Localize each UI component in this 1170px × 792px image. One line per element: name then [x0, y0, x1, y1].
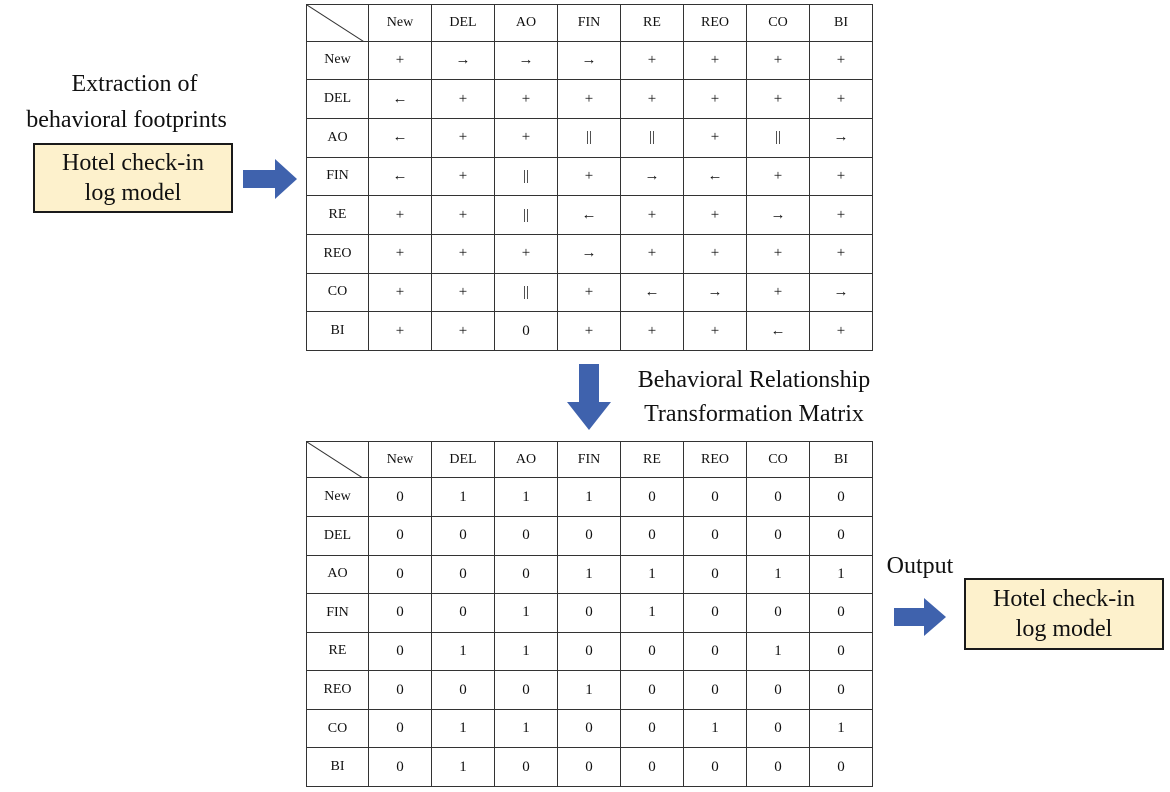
binary-cell: 1: [495, 594, 558, 633]
footprint-cell: +: [810, 157, 873, 196]
binary-row: [307, 516, 873, 555]
binary-column-header: AO: [495, 442, 558, 478]
binary-corner-cell: [307, 442, 369, 478]
footprint-cell: +: [747, 234, 810, 273]
binary-cell: 0: [747, 516, 810, 555]
binary-cell: 0: [621, 671, 684, 710]
footprint-row-header: CO: [307, 273, 369, 312]
footprint-cell: ←: [621, 273, 684, 312]
footprint-cell: →: [747, 196, 810, 235]
binary-cell: 0: [810, 594, 873, 633]
binary-row-header: BI: [307, 748, 369, 787]
binary-cell: 0: [432, 671, 495, 710]
footprint-cell: +: [684, 312, 747, 351]
footprint-cell: ←: [369, 80, 432, 119]
footprint-cell: +: [810, 234, 873, 273]
binary-cell: 0: [810, 748, 873, 787]
footprint-cell: +: [369, 312, 432, 351]
binary-cell: 0: [621, 709, 684, 748]
binary-cell: 0: [684, 555, 747, 594]
binary-cell: 0: [495, 516, 558, 555]
footprint-cell: →: [621, 157, 684, 196]
binary-cell: 0: [810, 671, 873, 710]
binary-column-header: DEL: [432, 442, 495, 478]
footprint-cell: ||: [747, 118, 810, 157]
arrow-shape: [567, 364, 611, 430]
footprint-cell: +: [369, 234, 432, 273]
footprint-cell: +: [684, 80, 747, 119]
binary-row: [307, 709, 873, 748]
footprint-cell: 0: [495, 312, 558, 351]
footprint-row: [307, 273, 873, 312]
footprint-cell: +: [432, 196, 495, 235]
binary-cell: 0: [558, 594, 621, 633]
binary-cell: 0: [432, 516, 495, 555]
footprint-cell: +: [621, 196, 684, 235]
binary-cell: 0: [495, 748, 558, 787]
footprint-cell: ←: [684, 157, 747, 196]
diagonal-line: [307, 442, 369, 478]
footprint-cell: +: [369, 196, 432, 235]
binary-cell: 0: [369, 555, 432, 594]
footprint-cell: ←: [369, 157, 432, 196]
footprint-cell: +: [684, 41, 747, 80]
footprint-row-header: BI: [307, 312, 369, 351]
footprint-cell: +: [558, 273, 621, 312]
footprint-cell: +: [558, 157, 621, 196]
binary-column-header: CO: [747, 442, 810, 478]
right-arrow-icon: [243, 159, 298, 199]
binary-cell: 0: [558, 632, 621, 671]
footprint-row-header: New: [307, 41, 369, 80]
binary-row-header: New: [307, 478, 369, 517]
binary-column-header: FIN: [558, 442, 621, 478]
footprint-row: [307, 80, 873, 119]
footprint-column-header: BI: [810, 5, 873, 42]
binary-cell: 0: [684, 478, 747, 517]
binary-cell: 1: [684, 709, 747, 748]
footprint-row: [307, 196, 873, 235]
binary-column-header: BI: [810, 442, 873, 478]
footprint-row-header: DEL: [307, 80, 369, 119]
footprint-row: [307, 312, 873, 351]
footprint-column-header: REO: [684, 5, 747, 42]
binary-row-header: CO: [307, 709, 369, 748]
binary-column-header: REO: [684, 442, 747, 478]
footprint-cell: +: [747, 41, 810, 80]
footprint-row: [307, 234, 873, 273]
footprint-cell: ←: [747, 312, 810, 351]
binary-row: [307, 478, 873, 517]
binary-cell: 0: [747, 671, 810, 710]
footprint-cell: +: [621, 41, 684, 80]
footprint-column-header: CO: [747, 5, 810, 42]
footprint-cell: →: [558, 234, 621, 273]
footprint-cell: +: [495, 118, 558, 157]
footprint-cell: ←: [369, 118, 432, 157]
binary-row-header: DEL: [307, 516, 369, 555]
footprint-cell: +: [810, 41, 873, 80]
binary-cell: 0: [621, 748, 684, 787]
binary-cell: 1: [558, 478, 621, 517]
footprint-cell: +: [369, 273, 432, 312]
binary-header-row: [307, 442, 873, 478]
diagonal-line: [307, 5, 369, 41]
binary-cell: 0: [432, 555, 495, 594]
binary-cell: 0: [432, 594, 495, 633]
binary-cell: 0: [684, 748, 747, 787]
binary-row: [307, 632, 873, 671]
footprint-cell: ||: [495, 273, 558, 312]
footprint-row: [307, 41, 873, 80]
footprint-cell: +: [684, 196, 747, 235]
footprint-cell: →: [810, 118, 873, 157]
footprint-cell: +: [495, 234, 558, 273]
footprint-cell: +: [747, 273, 810, 312]
footprint-cell: +: [432, 118, 495, 157]
binary-cell: 1: [558, 555, 621, 594]
binary-cell: 0: [558, 709, 621, 748]
footprint-cell: →: [495, 41, 558, 80]
footprint-column-header: DEL: [432, 5, 495, 42]
footprint-cell: +: [432, 80, 495, 119]
down-arrow-icon: [567, 364, 611, 430]
footprint-cell: +: [747, 80, 810, 119]
footprint-row: [307, 118, 873, 157]
binary-cell: 0: [684, 516, 747, 555]
arrow-shape: [243, 159, 297, 199]
binary-cell: 0: [369, 478, 432, 517]
input-box-line2: log model: [84, 180, 182, 206]
footprint-row-header: REO: [307, 234, 369, 273]
footprint-cell: +: [558, 80, 621, 119]
binary-cell: 0: [558, 516, 621, 555]
binary-cell: 1: [495, 709, 558, 748]
binary-column-header: RE: [621, 442, 684, 478]
binary-cell: 0: [621, 478, 684, 517]
footprint-column-header: New: [369, 5, 432, 42]
binary-cell: 0: [369, 748, 432, 787]
binary-row-header: FIN: [307, 594, 369, 633]
binary-cell: 1: [558, 671, 621, 710]
footprint-cell: +: [810, 312, 873, 351]
footprint-cell: ||: [495, 196, 558, 235]
footprint-cell: ||: [558, 118, 621, 157]
binary-cell: 1: [621, 555, 684, 594]
footprint-cell: +: [432, 157, 495, 196]
footprint-row-header: RE: [307, 196, 369, 235]
footprint-cell: +: [621, 312, 684, 351]
footprint-column-header: RE: [621, 5, 684, 42]
footprint-cell: +: [684, 234, 747, 273]
binary-cell: 0: [810, 632, 873, 671]
output-label: Output: [886, 553, 954, 579]
binary-cell: 0: [369, 632, 432, 671]
binary-cell: 0: [369, 516, 432, 555]
binary-cell: 1: [621, 594, 684, 633]
footprint-cell: +: [810, 80, 873, 119]
binary-row-header: AO: [307, 555, 369, 594]
binary-cell: 0: [747, 478, 810, 517]
footprint-column-header: FIN: [558, 5, 621, 42]
binary-cell: 0: [684, 632, 747, 671]
binary-cell: 1: [747, 632, 810, 671]
binary-cell: 0: [810, 478, 873, 517]
footprint-column-header: AO: [495, 5, 558, 42]
arrow-shape: [894, 598, 946, 636]
footprint-cell: +: [558, 312, 621, 351]
footprint-cell: +: [495, 80, 558, 119]
binary-cell: 0: [495, 555, 558, 594]
footprint-cell: +: [684, 118, 747, 157]
binary-cell: 0: [369, 671, 432, 710]
footprint-cell: →: [558, 41, 621, 80]
footprint-cell: ←: [558, 196, 621, 235]
extraction-label-line2: behavioral footprints: [26, 107, 227, 133]
footprint-header-row: [307, 5, 873, 42]
binary-row-header: RE: [307, 632, 369, 671]
binary-cell: 0: [747, 748, 810, 787]
binary-cell: 0: [558, 748, 621, 787]
binary-cell: 1: [432, 632, 495, 671]
binary-cell: 1: [432, 709, 495, 748]
binary-cell: 1: [747, 555, 810, 594]
binary-cell: 0: [747, 709, 810, 748]
footprint-cell: +: [621, 80, 684, 119]
binary-cell: 0: [369, 594, 432, 633]
footprint-row: [307, 157, 873, 196]
binary-cell: 0: [684, 671, 747, 710]
input-box-line1: Hotel check-in: [62, 150, 204, 176]
binary-cell: 0: [621, 516, 684, 555]
footprint-cell: +: [432, 234, 495, 273]
binary-cell: 0: [747, 594, 810, 633]
footprint-cell: +: [621, 234, 684, 273]
footprint-row-header: AO: [307, 118, 369, 157]
footprint-cell: ||: [495, 157, 558, 196]
binary-cell: 0: [495, 671, 558, 710]
binary-cell: 1: [432, 748, 495, 787]
footprint-row-header: FIN: [307, 157, 369, 196]
binary-row: [307, 671, 873, 710]
binary-cell: 1: [495, 478, 558, 517]
binary-column-header: New: [369, 442, 432, 478]
footprint-cell: →: [810, 273, 873, 312]
behavioral-relationship-matrix: [306, 441, 873, 787]
binary-cell: 1: [495, 632, 558, 671]
output-box-line2: log model: [1015, 616, 1113, 642]
binary-cell: 0: [684, 594, 747, 633]
binary-row: [307, 555, 873, 594]
footprint-cell: +: [747, 157, 810, 196]
transform-label-line2: Transformation Matrix: [644, 401, 864, 427]
footprint-cell: +: [432, 273, 495, 312]
binary-cell: 1: [810, 709, 873, 748]
binary-cell: 0: [621, 632, 684, 671]
binary-cell: 0: [810, 516, 873, 555]
footprint-cell: +: [432, 312, 495, 351]
footprint-cell: +: [810, 196, 873, 235]
output-box-line1: Hotel check-in: [993, 586, 1135, 612]
transform-label-line1: Behavioral Relationship: [637, 367, 871, 393]
behavioral-footprint-matrix: [306, 4, 873, 351]
output-arrow-icon: [894, 598, 946, 636]
binary-cell: 1: [810, 555, 873, 594]
input-log-model-box: [33, 143, 233, 213]
footprint-corner-cell: [307, 5, 369, 42]
binary-row: [307, 594, 873, 633]
output-log-model-box: [964, 578, 1164, 650]
binary-cell: 1: [432, 478, 495, 517]
binary-cell: 0: [369, 709, 432, 748]
footprint-cell: →: [684, 273, 747, 312]
footprint-cell: +: [369, 41, 432, 80]
footprint-cell: →: [432, 41, 495, 80]
binary-row: [307, 748, 873, 787]
footprint-cell: ||: [621, 118, 684, 157]
extraction-label-line1: Extraction of: [71, 71, 198, 97]
binary-row-header: REO: [307, 671, 369, 710]
